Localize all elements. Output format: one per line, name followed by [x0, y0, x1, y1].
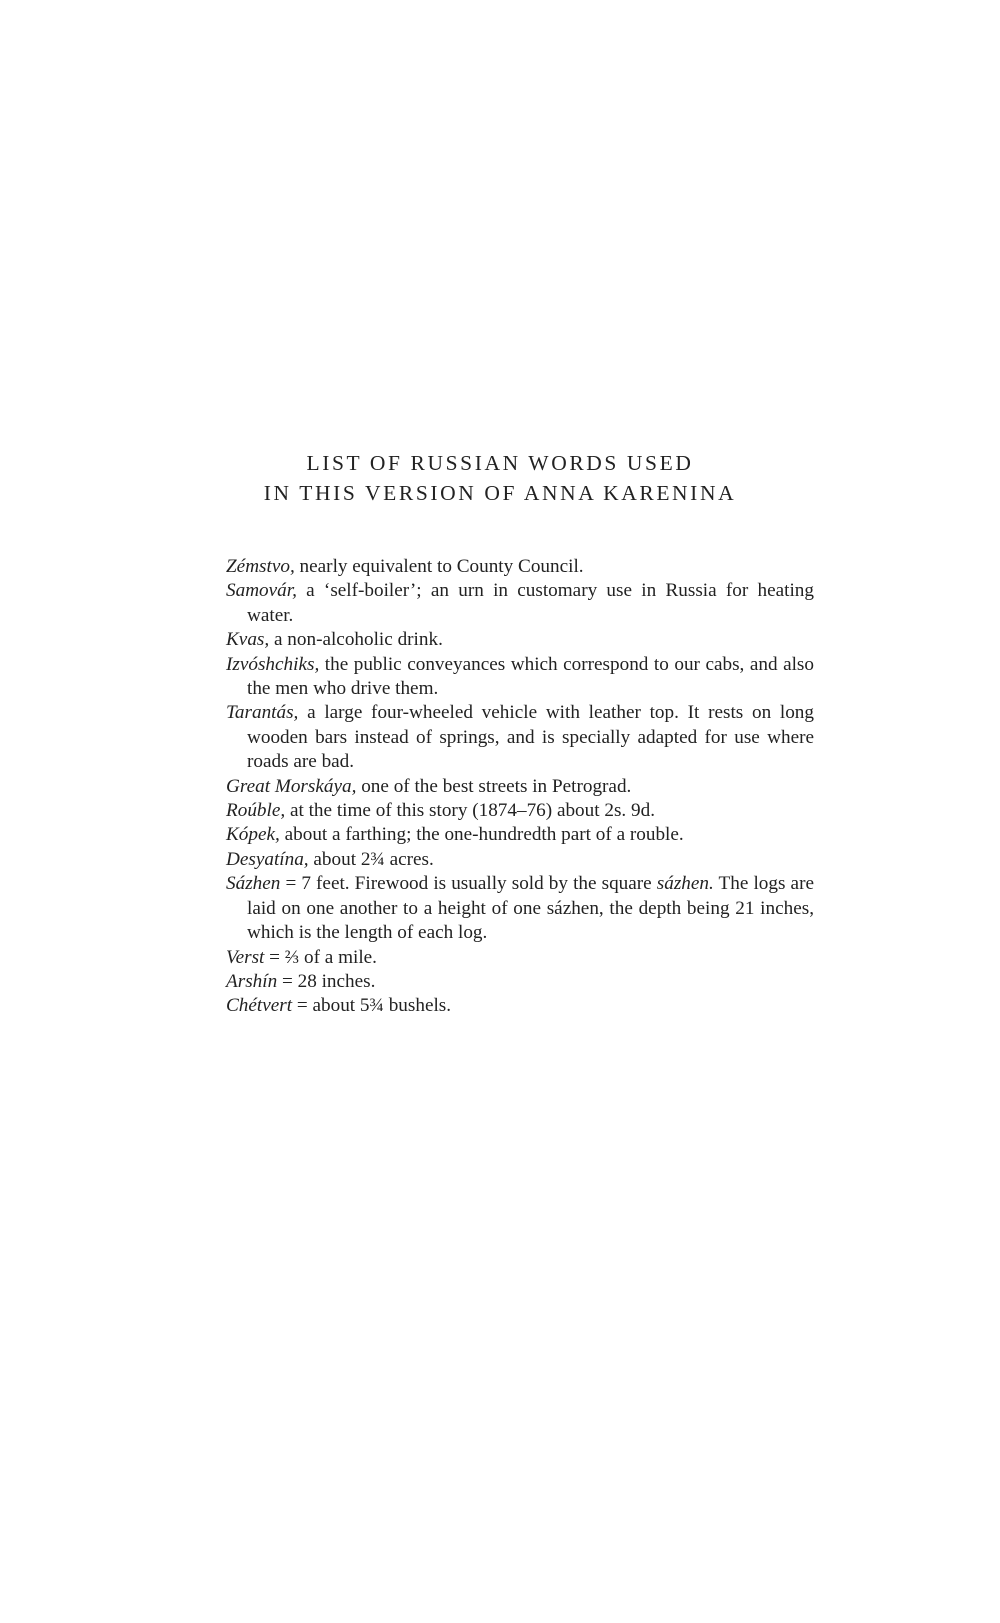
glossary-term: Sázhen: [226, 873, 281, 895]
glossary-term: Zémstvo,: [226, 556, 295, 577]
glossary-definition: = 7 feet. Firewood is usually sold by the square: [280, 873, 657, 895]
glossary-definition: = ⅔ of a mile.: [264, 946, 377, 968]
glossary-definition: = 28 inches.: [277, 970, 376, 992]
glossary-term: Great Morskáya,: [226, 775, 357, 797]
glossary-term: Samovár,: [226, 580, 297, 602]
glossary-entry-rouble: [226, 799, 814, 823]
glossary-term: Izvóshchiks,: [226, 653, 320, 675]
glossary-term: Chétvert: [226, 995, 293, 1017]
glossary-definition: = about 5¾ bushels.: [292, 995, 452, 1017]
glossary-entry-samovar: [226, 579, 814, 628]
page-title-line-1: LIST OF RUSSIAN WORDS USED: [306, 451, 694, 475]
glossary-term: Roúble,: [226, 800, 286, 822]
page-title-line-2: IN THIS VERSION OF ANNA KARENINA: [263, 481, 737, 505]
glossary-definition: a ‘self-boiler’; an urn in customary use in Russia for heating water.: [247, 580, 814, 626]
glossary-term: Arshín: [226, 970, 278, 992]
glossary-term: Desyatína,: [226, 848, 309, 870]
glossary-entry-kvas: [226, 628, 814, 652]
glossary-entry-great-morskaya: [226, 775, 814, 799]
glossary-entry-izvoshchiks: [226, 653, 814, 702]
glossary-term: Tarantás,: [226, 702, 299, 724]
glossary-definition: the public conveyances which correspond to our cabs, and also the men who drive them.: [247, 653, 814, 700]
glossary-entry-chetvert: [226, 994, 814, 1018]
glossary-entry-zemstvo: [226, 555, 814, 579]
glossary-definition: nearly equivalent to County Council.: [294, 556, 584, 577]
glossary-entry-desyatina: [226, 848, 814, 872]
glossary-term: Kvas,: [226, 629, 270, 651]
glossary-list: [226, 555, 814, 1019]
glossary-term: Verst: [226, 946, 265, 968]
glossary-entry-verst: [226, 946, 814, 970]
glossary-definition: at the time of this story (1874–76) about 2s. 9d.: [285, 800, 656, 822]
glossary-entry-arshin: [226, 970, 814, 994]
glossary-term: Kópek,: [226, 824, 280, 846]
glossary-term-inline: sázhen.: [656, 873, 714, 895]
glossary-definition: one of the best streets in Petrograd.: [356, 775, 632, 797]
glossary-definition: about a farthing; the one-hundredth part of a rouble.: [279, 824, 684, 846]
glossary-definition: a large four-wheeled vehicle with leather top. It rests on long wooden bars instead of springs, and is specially adapted for use where roads are bad.: [247, 702, 814, 773]
glossary-definition: a non-alcoholic drink.: [269, 629, 443, 651]
glossary-entry-sazhen: [226, 872, 814, 945]
glossary-entry-tarantas: [226, 701, 814, 774]
glossary-definition-continued: The logs are laid on one another to a height of one sázhen, the depth being 21 inches, which is the length of each log.: [247, 873, 814, 944]
page-title: [0, 448, 1000, 508]
glossary-definition: about 2¾ acres.: [308, 848, 434, 870]
glossary-entry-kopek: [226, 823, 814, 847]
